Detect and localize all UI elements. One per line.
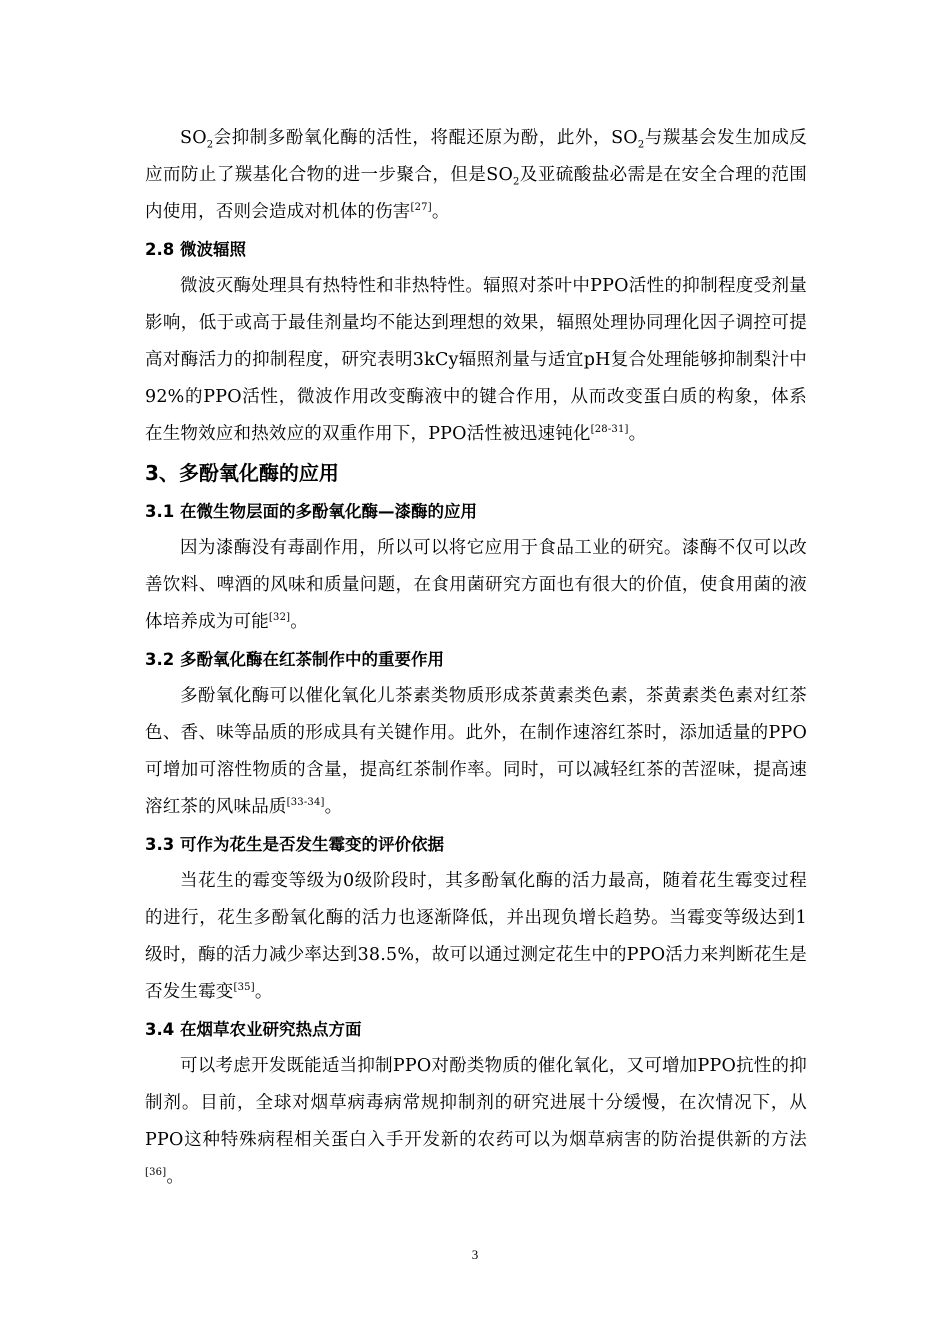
citation: [36] bbox=[145, 1167, 167, 1179]
paragraph-microwave: 微波灭酶处理具有热特性和非热特性。辐照对茶叶中PPO活性的抑制程度受剂量影响，低于或高于最佳剂量均不能达到理想的效果，辐照处理协同理化因子调控可提高对酶活力的抑制程度，研究表明3kCy辐照剂量与适宜pH复合处理能够抑制梨汁中92%的PPO活性，微波作用改变酶液中的键合作用，从而改变蛋白质的构象，体系在生物效应和热效应的双重作用下，PPO活性被迅速钝化[28-31]。 bbox=[145, 276, 807, 444]
paragraph-peanut: 当花生的霉变等级为0级阶段时，其多酚氧化酶的活力最高，随着花生霉变过程的进行，花生多酚氧化酶的活力也逐渐降低，并出现负增长趋势。当霉变等级达到1级时，酶的活力减少率达到38.5%，故可以通过测定花生中的PPO活力来判断花生是否发生霉变[35]。 bbox=[145, 871, 807, 1002]
page-number: 3 bbox=[471, 1247, 479, 1262]
heading-3-4: 3.4 在烟草农业研究热点方面 bbox=[145, 1020, 362, 1039]
citation: [35] bbox=[233, 982, 255, 994]
heading-section-3: 3、多酚氧化酶的应用 bbox=[145, 461, 339, 485]
paragraph-laccase: 因为漆酶没有毒副作用，所以可以将它应用于食品工业的研究。漆酶不仅可以改善饮料、啤酒的风味和质量问题，在食用菌研究方面也有很大的价值，使食用菌的液体培养成为可能[32]。 bbox=[145, 538, 807, 632]
citation: [28-31] bbox=[590, 424, 629, 436]
paragraph-tobacco: 可以考虑开发既能适当抑制PPO对酚类物质的催化氧化，又可增加PPO抗性的抑制剂。目前，全球对烟草病毒病常规抑制剂的研究进展十分缓慢，在次情况下，从PPO这种特殊病程相关蛋白入手开发新的农药可以为烟草病害的防治提供新的方法[36]。 bbox=[145, 1056, 807, 1187]
citation: [33-34] bbox=[286, 797, 325, 809]
paragraph-black-tea: 多酚氧化酶可以催化氧化儿茶素类物质形成茶黄素类色素，茶黄素类色素对红茶色、香、味等品质的形成具有关键作用。此外，在制作速溶红茶时，添加适量的PPO可增加可溶性物质的含量，提高红茶制作率。同时，可以减轻红茶的苦涩味，提高速溶红茶的风味品质[33-34]。 bbox=[145, 686, 807, 817]
paragraph-so2: $SO_2$会抑制多酚氧化酶的活性，将醌还原为酚，此外，$SO_2$与羰基会发生加成反应而防止了羰基化合物的进一步聚合，但是$SO_2$及亚硫酸盐必需是在安全合理的范围内使用，否则会造成对机体的伤害[27]。 bbox=[145, 128, 807, 222]
heading-3-3: 3.3 可作为花生是否发生霉变的评价依据 bbox=[145, 835, 444, 854]
citation: [27] bbox=[410, 202, 432, 214]
heading-2-8: 2.8 微波辐照 bbox=[145, 240, 246, 259]
heading-3-2: 3.2 多酚氧化酶在红茶制作中的重要作用 bbox=[145, 650, 444, 669]
document-body bbox=[145, 120, 807, 1196]
citation: [32] bbox=[268, 612, 291, 624]
heading-3-1: 3.1 在微生物层面的多酚氧化酶—漆酶的应用 bbox=[145, 502, 477, 521]
